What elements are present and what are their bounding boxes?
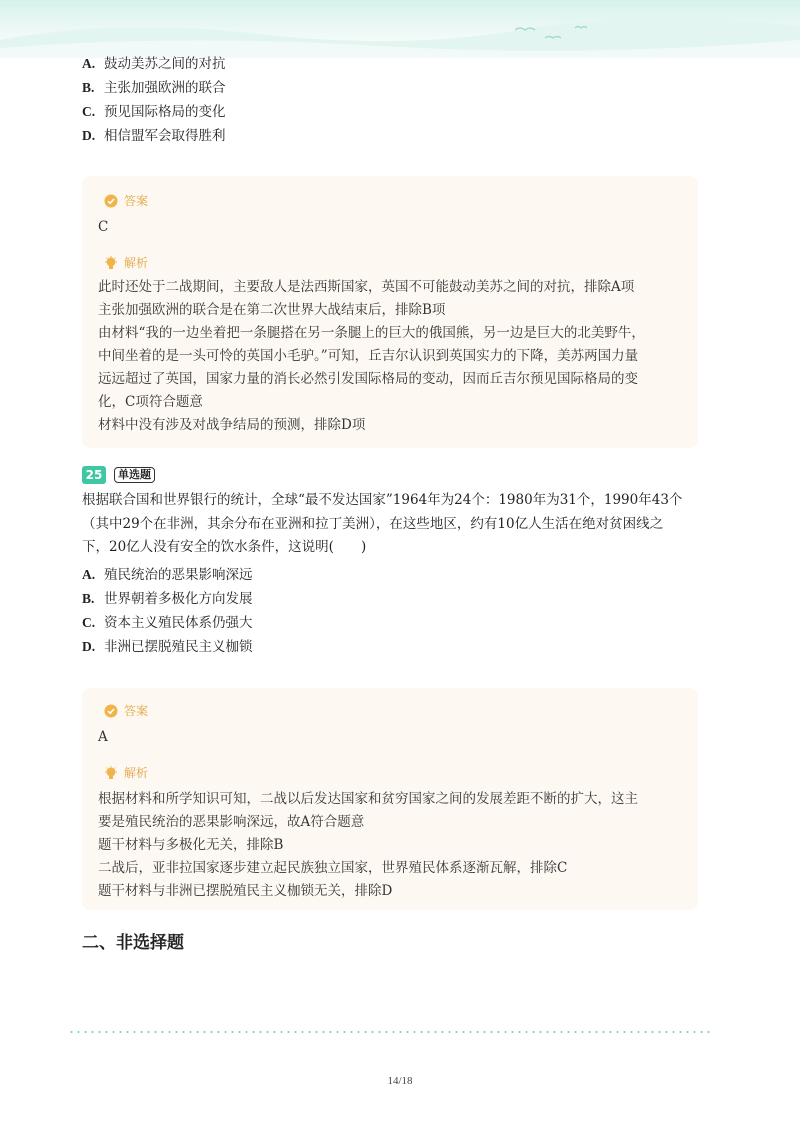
lightbulb-icon [104,766,118,780]
option-b[interactable]: B. 主张加强欧洲的联合 [82,80,226,96]
check-circle-icon [104,704,118,718]
answer-value: A [98,729,108,745]
option-c[interactable]: C. 预见国际格局的变化 [82,104,226,120]
analysis-line: 由材料“我的一边坐着把一条腿搭在另一条腿上的巨大的俄国熊，另一边是巨大的北美野牛， [98,325,645,341]
check-circle-icon [104,194,118,208]
analysis-text [98,276,678,437]
analysis-line: 此时还处于二战期间，主要敌人是法西斯国家，英国不可能鼓动美苏之间的对抗，排除A项 [98,279,635,295]
analysis-line: 题干材料与非洲已摆脱殖民主义枷锁无关，排除D [98,883,393,899]
answer-header [104,192,148,209]
option-d[interactable]: D. 相信盟军会取得胜利 [82,128,226,144]
analysis-line: 中间坐着的是一头可怜的英国小毛驴。”可知，丘吉尔认识到英国实力的下降，美苏两国力量 [98,348,639,364]
analysis-line: 要是殖民统治的恶果影响深远，故A符合题意 [98,814,365,830]
answer-value: C [98,219,109,235]
header-banner [0,0,800,58]
q24-answer-card [82,176,698,448]
q25-answer-card [82,688,698,910]
analysis-line: 根据材料和所学知识可知，二战以后发达国家和贫穷国家之间的发展差距不断的扩大，这主 [98,791,638,807]
analysis-line: 化，C项符合题意 [98,394,203,410]
answer-label: 答案 [124,704,149,718]
page-number: 14/18 [387,1075,413,1087]
option-c[interactable]: C. 资本主义殖民体系仍强大 [82,615,253,631]
q25-header [82,466,155,484]
analysis-text [98,788,678,903]
footer-divider [68,1031,712,1033]
q25-options [82,563,253,659]
analysis-line: 二战后，亚非拉国家逐步建立起民族独立国家，世界殖民体系逐渐瓦解，排除C [98,860,568,876]
lightbulb-icon [104,256,118,270]
analysis-label: 解析 [124,256,149,270]
analysis-line: 题干材料与多极化无关，排除B [98,837,284,853]
analysis-line: 材料中没有涉及对战争结局的预测，排除D项 [98,417,366,433]
section-title: 二、非选择题 [82,933,184,953]
option-a[interactable]: A. 殖民统治的恶果影响深远 [82,567,253,583]
option-a[interactable]: A. 鼓动美苏之间的对抗 [82,56,226,72]
q24-options [82,52,226,148]
analysis-line: 远远超过了英国，国家力量的消长必然引发国际格局的变动，因而丘吉尔预见国际格局的变 [98,371,638,387]
option-b[interactable]: B. 世界朝着多极化方向发展 [82,591,253,607]
answer-label: 答案 [124,194,149,208]
banner-decoration [0,0,800,58]
stem-line: 根据联合国和世界银行的统计，全球“最不发达国家”1964年为24个：1980年为31个，1990年43个 [82,492,683,508]
q25-stem [82,489,712,560]
stem-line: 下，20亿人没有安全的饮水条件，这说明( ) [82,539,367,555]
option-d[interactable]: D. 非洲已摆脱殖民主义枷锁 [82,639,253,655]
stem-line: （其中29个在非洲，其余分布在亚洲和拉丁美洲），在这些地区，约有10亿人生活在绝对贫困线之 [82,515,664,532]
answer-header [104,702,148,719]
question-number-badge: 25 [82,466,106,484]
analysis-label: 解析 [124,766,149,780]
analysis-header [104,764,148,781]
analysis-line: 主张加强欧洲的联合是在第二次世界大战结束后，排除B项 [98,302,446,318]
question-type-badge: 单选题 [114,467,155,483]
analysis-header [104,254,148,271]
